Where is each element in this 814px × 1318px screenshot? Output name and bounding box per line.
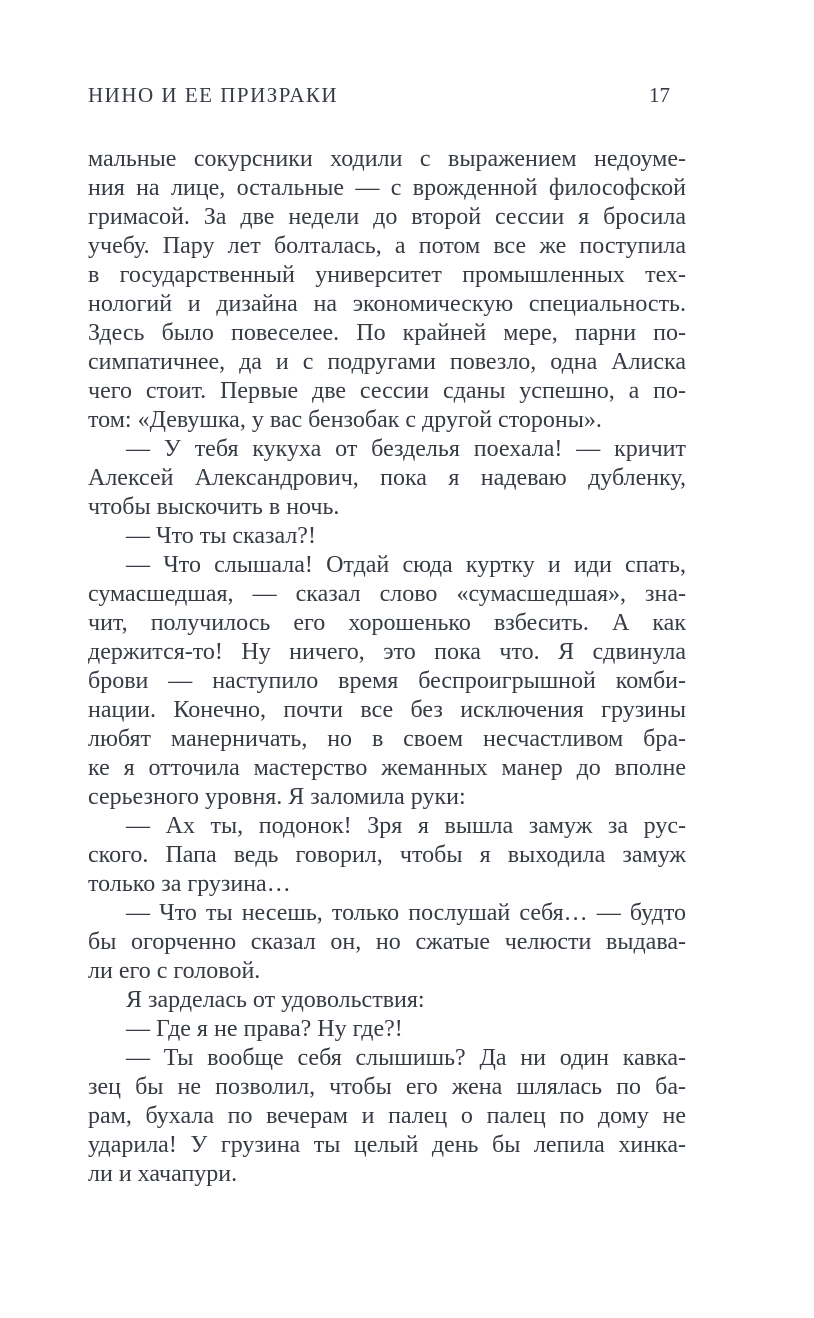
text-line: — Ах ты, подонок! Зря я вышла замуж за рус- [126,813,686,839]
text-line: держится-то! Ну ничего, это пока что. Я сдвинула [88,639,686,665]
paragraph [88,551,686,812]
text-line: чтобы выскочить в ночь. [88,494,340,520]
text-line: серьезного уровня. Я заломила руки: [88,784,466,810]
text-line: бы огорченно сказал он, но сжатые челюсти выдава- [88,929,686,955]
text-line: в государственный университет промышленных тех- [88,262,686,288]
text-line: чего стоит. Первые две сессии сданы успешно, а по- [88,378,686,404]
text-line: — Что слышала! Отдай сюда куртку и иди спать, [126,552,686,578]
paragraph [88,986,686,1015]
text-line: зец бы не позволил, чтобы его жена шлялась по ба- [88,1074,686,1100]
running-title: НИНО И ЕЕ ПРИЗРАКИ [88,83,339,107]
running-header [88,83,686,108]
text-line: — Что ты несешь, только послушай себя… — будто [126,900,686,926]
page-body [88,145,686,1189]
text-line: ского. Папа ведь говорил, чтобы я выходила замуж [88,842,686,868]
text-line: — Что ты сказал?! [126,523,316,549]
text-line: чит, получилось его хорошенько взбесить. А как [88,610,686,636]
text-line: ударила! У грузина ты целый день бы лепила хинка- [88,1132,686,1158]
text-line: ке я отточила мастерство жеманных манер до вполне [88,755,686,781]
text-line: — Где я не права? Ну где?! [126,1016,403,1042]
text-line: гримасой. За две недели до второй сессии я бросила [88,204,686,230]
text-line: только за грузина… [88,871,291,897]
text-line: ния на лице, остальные — с врожденной философской [88,175,686,201]
text-line: нации. Конечно, почти все без исключения грузины [88,697,686,723]
paragraph [88,899,686,986]
paragraph [88,522,686,551]
text-line: ли его с головой. [88,958,261,984]
text-line: мальные сокурсники ходили с выражением недоуме- [88,146,686,172]
text-line: Алексей Александрович, пока я надеваю дубленку, [88,465,686,491]
paragraph [88,1015,686,1044]
text-line: Я зарделась от удовольствия: [126,987,425,1013]
text-line: — Ты вообще себя слышишь? Да ни один кавка- [126,1045,686,1071]
text-line: брови — наступило время беспроигрышной комби- [88,668,686,694]
paragraph [88,812,686,899]
text-line: — У тебя кукуха от безделья поехала! — кричит [126,436,686,462]
text-line: нологий и дизайна на экономическую специальность. [88,291,686,317]
page-number: 17 [649,83,670,107]
text-line: любят манерничать, но в своем несчастливом бра- [88,726,686,752]
paragraph [88,1044,686,1189]
text-line: том: «Девушка, у вас бензобак с другой стороны». [88,407,602,433]
paragraph [88,145,686,435]
text-line: сумасшедшая, — сказал слово «сумасшедшая», зна- [88,581,686,607]
text-line: рам, бухала по вечерам и палец о палец по дому не [88,1103,686,1129]
paragraph [88,435,686,522]
text-line: ли и хачапури. [88,1161,238,1187]
text-line: Здесь было повеселее. По крайней мере, парни по- [88,320,686,346]
text-line: учебу. Пару лет болталась, а потом все же поступила [88,233,686,259]
text-line: симпатичнее, да и с подругами повезло, одна Алиска [88,349,686,375]
